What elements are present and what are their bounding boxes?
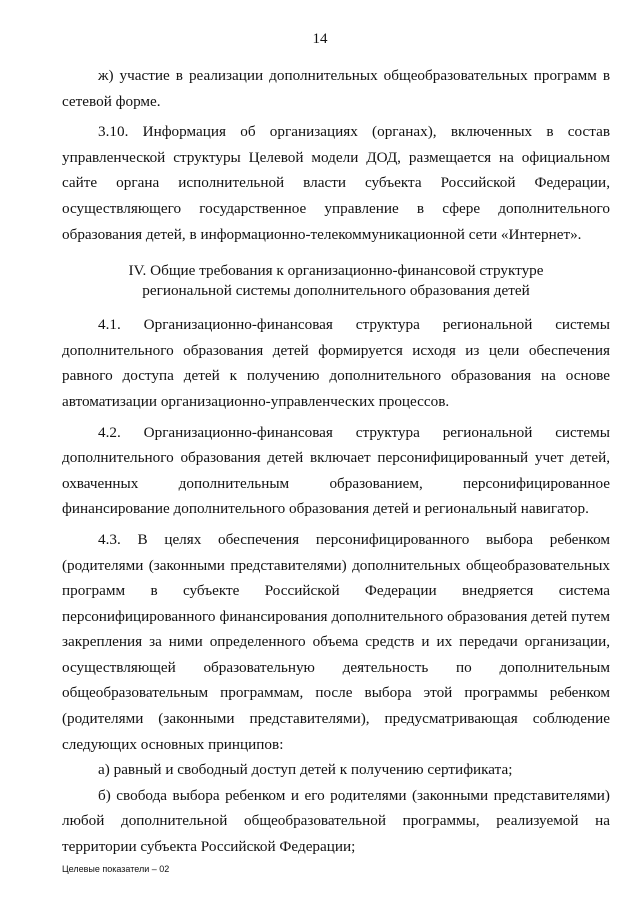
section-heading-line-2: региональной системы дополнительного образования детей	[142, 282, 530, 300]
paragraph-item-a: а) равный и свободный доступ детей к получению сертификата;	[98, 761, 513, 779]
footer-label: Целевые показатели – 02	[62, 864, 170, 874]
document-body	[62, 63, 610, 860]
paragraph-4-3: 4.3. В целях обеспечения персонифицированного выбора ребенком (родителями (законными представителями) дополнительных общеобразовательных программ в субъекте Российской Федерации внедряется система персонифицированного финансирования дополнительного образования детей путем закрепления за ними определенного объема средств и их передачи организации, осуществляющей образовательную деятельность по дополнительным общеобразовательным программам, после выбора этой программы ребенком (родителями (законными представителями), предусматривающая соблюдение следующих основных принципов:	[62, 530, 610, 753]
page-number: 14	[312, 31, 328, 47]
paragraph-item-zh: ж) участие в реализации дополнительных общеобразовательных программ в сетевой форме.	[62, 67, 610, 110]
section-heading-line-1: IV. Общие требования к организационно-финансовой структуре	[128, 262, 544, 280]
section-heading	[62, 261, 610, 301]
paragraph-3-10: 3.10. Информация об организациях (органах), включенных в состав управленческой структуры Целевой модели ДОД, размещается на официальном сайте органа исполнительной власти субъекта Российской Федерации, осуществляющего государственное управление в сфере дополнительного образования детей, в информационно-телекоммуникационной сети «Интернет».	[62, 123, 610, 243]
paragraph-4-2: 4.2. Организационно-финансовая структура региональной системы дополнительного образования детей включает персонифицированный учет детей, охваченных дополнительным образованием, персонифицированное финансирование дополнительного образования детей и региональный навигатор.	[62, 423, 610, 518]
paragraph-4-1: 4.1. Организационно-финансовая структура региональной системы дополнительного образования детей формируется исходя из цели обеспечения равного доступа детей к получению дополнительного образования на основе автоматизации организационно-управленческих процессов.	[62, 316, 610, 410]
paragraph-item-b: б) свобода выбора ребенком и его родителями (законными представителями) любой дополнительной общеобразовательной программы, реализуемой на территории субъекта Российской Федерации;	[62, 786, 610, 856]
